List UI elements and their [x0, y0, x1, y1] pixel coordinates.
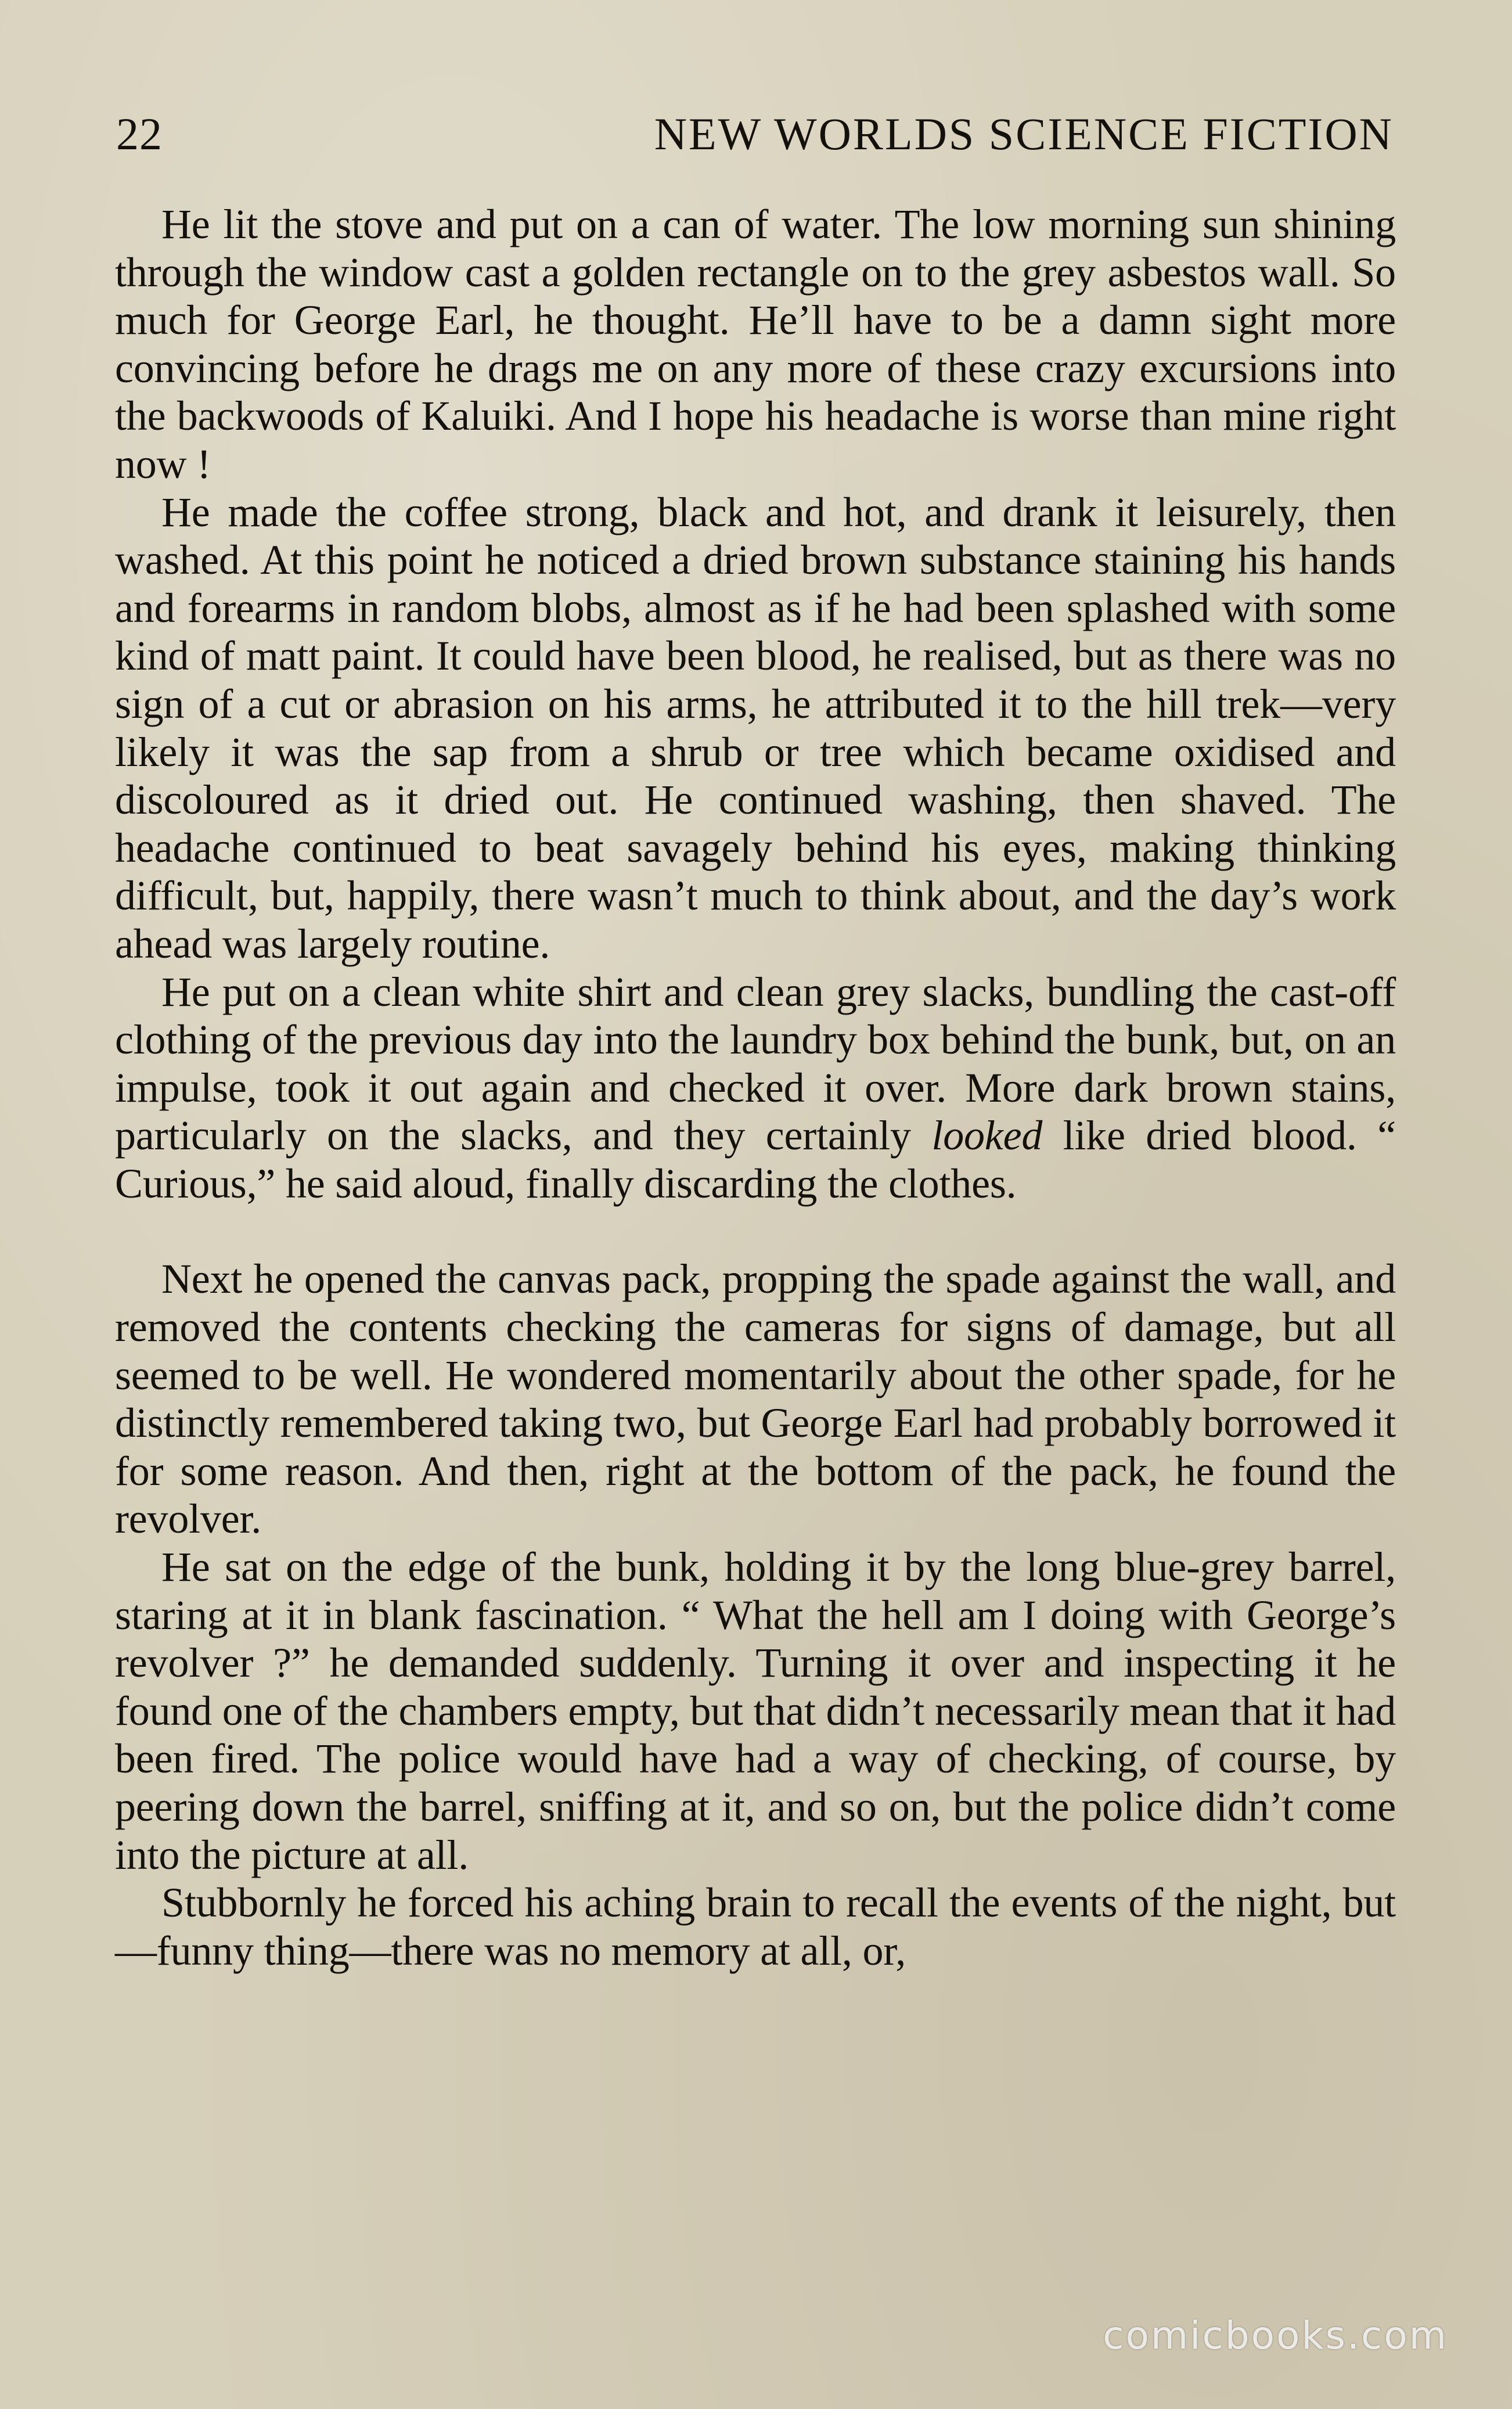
watermark: comicbooks.com [1103, 2313, 1448, 2358]
paragraph-3-italic-word: looked [931, 1112, 1043, 1159]
running-head [116, 102, 1394, 166]
paragraph-3 [115, 968, 1396, 1208]
paragraph-6: Stubbornly he forced his aching brain to recall the events of the night, but—funny thing—there was no memory at all, or, [115, 1879, 1396, 1974]
journal-title: NEW WORLDS SCIENCE FICTION [654, 109, 1394, 159]
paragraph-4: Next he opened the canvas pack, propping the spade against the wall, and removed the contents checking the cameras for signs of damage, but all seemed to be well. He wondered momentarily about the other spade, for he distinctly remembered taking two, but George Earl had probably borrowed it for some reason. And then, right at the bottom of the pack, he found the revolver. [115, 1256, 1396, 1543]
paragraph-2: He made the coffee strong, black and hot, and drank it leisurely, then washed. At this point he noticed a dried brown substance staining his hands and forearms in random blobs, almost as if he had been splashed with some kind of matt paint. It could have been blood, he realised, but as there was no sign of a cut or abrasion on his arms, he attributed it to the hill trek—very likely it was the sap from a shrub or tree which became oxidised and discoloured as it dried out. He continued washing, then shaved. The headache continued to beat savagely behind his eyes, making thinking difficult, but, happily, there wasn’t much to think about, and the day’s work ahead was largely routine. [115, 488, 1396, 967]
paragraph-1: He lit the stove and put on a can of water. The low morning sun shining through the window cast a golden rectangle on to the grey asbestos wall. So much for George Earl, he thought. He’ll have to be a damn sight more convincing before he drags me on any more of these crazy excursions into the backwoods of Kaluiki. And I hope his headache is worse than mine right now ! [115, 201, 1396, 487]
page-number: 22 [116, 109, 163, 159]
paragraph-5: He sat on the edge of the bunk, holding it by the long blue-grey barrel, staring at it in blank fascination. “ What the hell am I doing with George’s revolver ?” he demanded suddenly. Turning it over and inspecting it he found one of the chambers empty, but that didn’t necessarily mean that it had been fired. The police would have had a way of checking, of course, by peering down the barrel, sniffing at it, and so on, but the police didn’t come into the picture at all. [115, 1544, 1396, 1878]
paragraph-3-text-before: He put on a clean white shirt and clean grey slacks, bundling the cast-off clothing of the previous day into the laundry box behind the bunk, but, on an impulse, took it out again and checked it over. More dark brown stains, particularly on the slacks, and they certainly [115, 968, 1396, 1159]
paragraph-3-text-after: like dried blood. “ Curious,” he said aloud, finally discarding the clothes. [115, 1112, 1396, 1207]
body-text [115, 200, 1396, 1975]
